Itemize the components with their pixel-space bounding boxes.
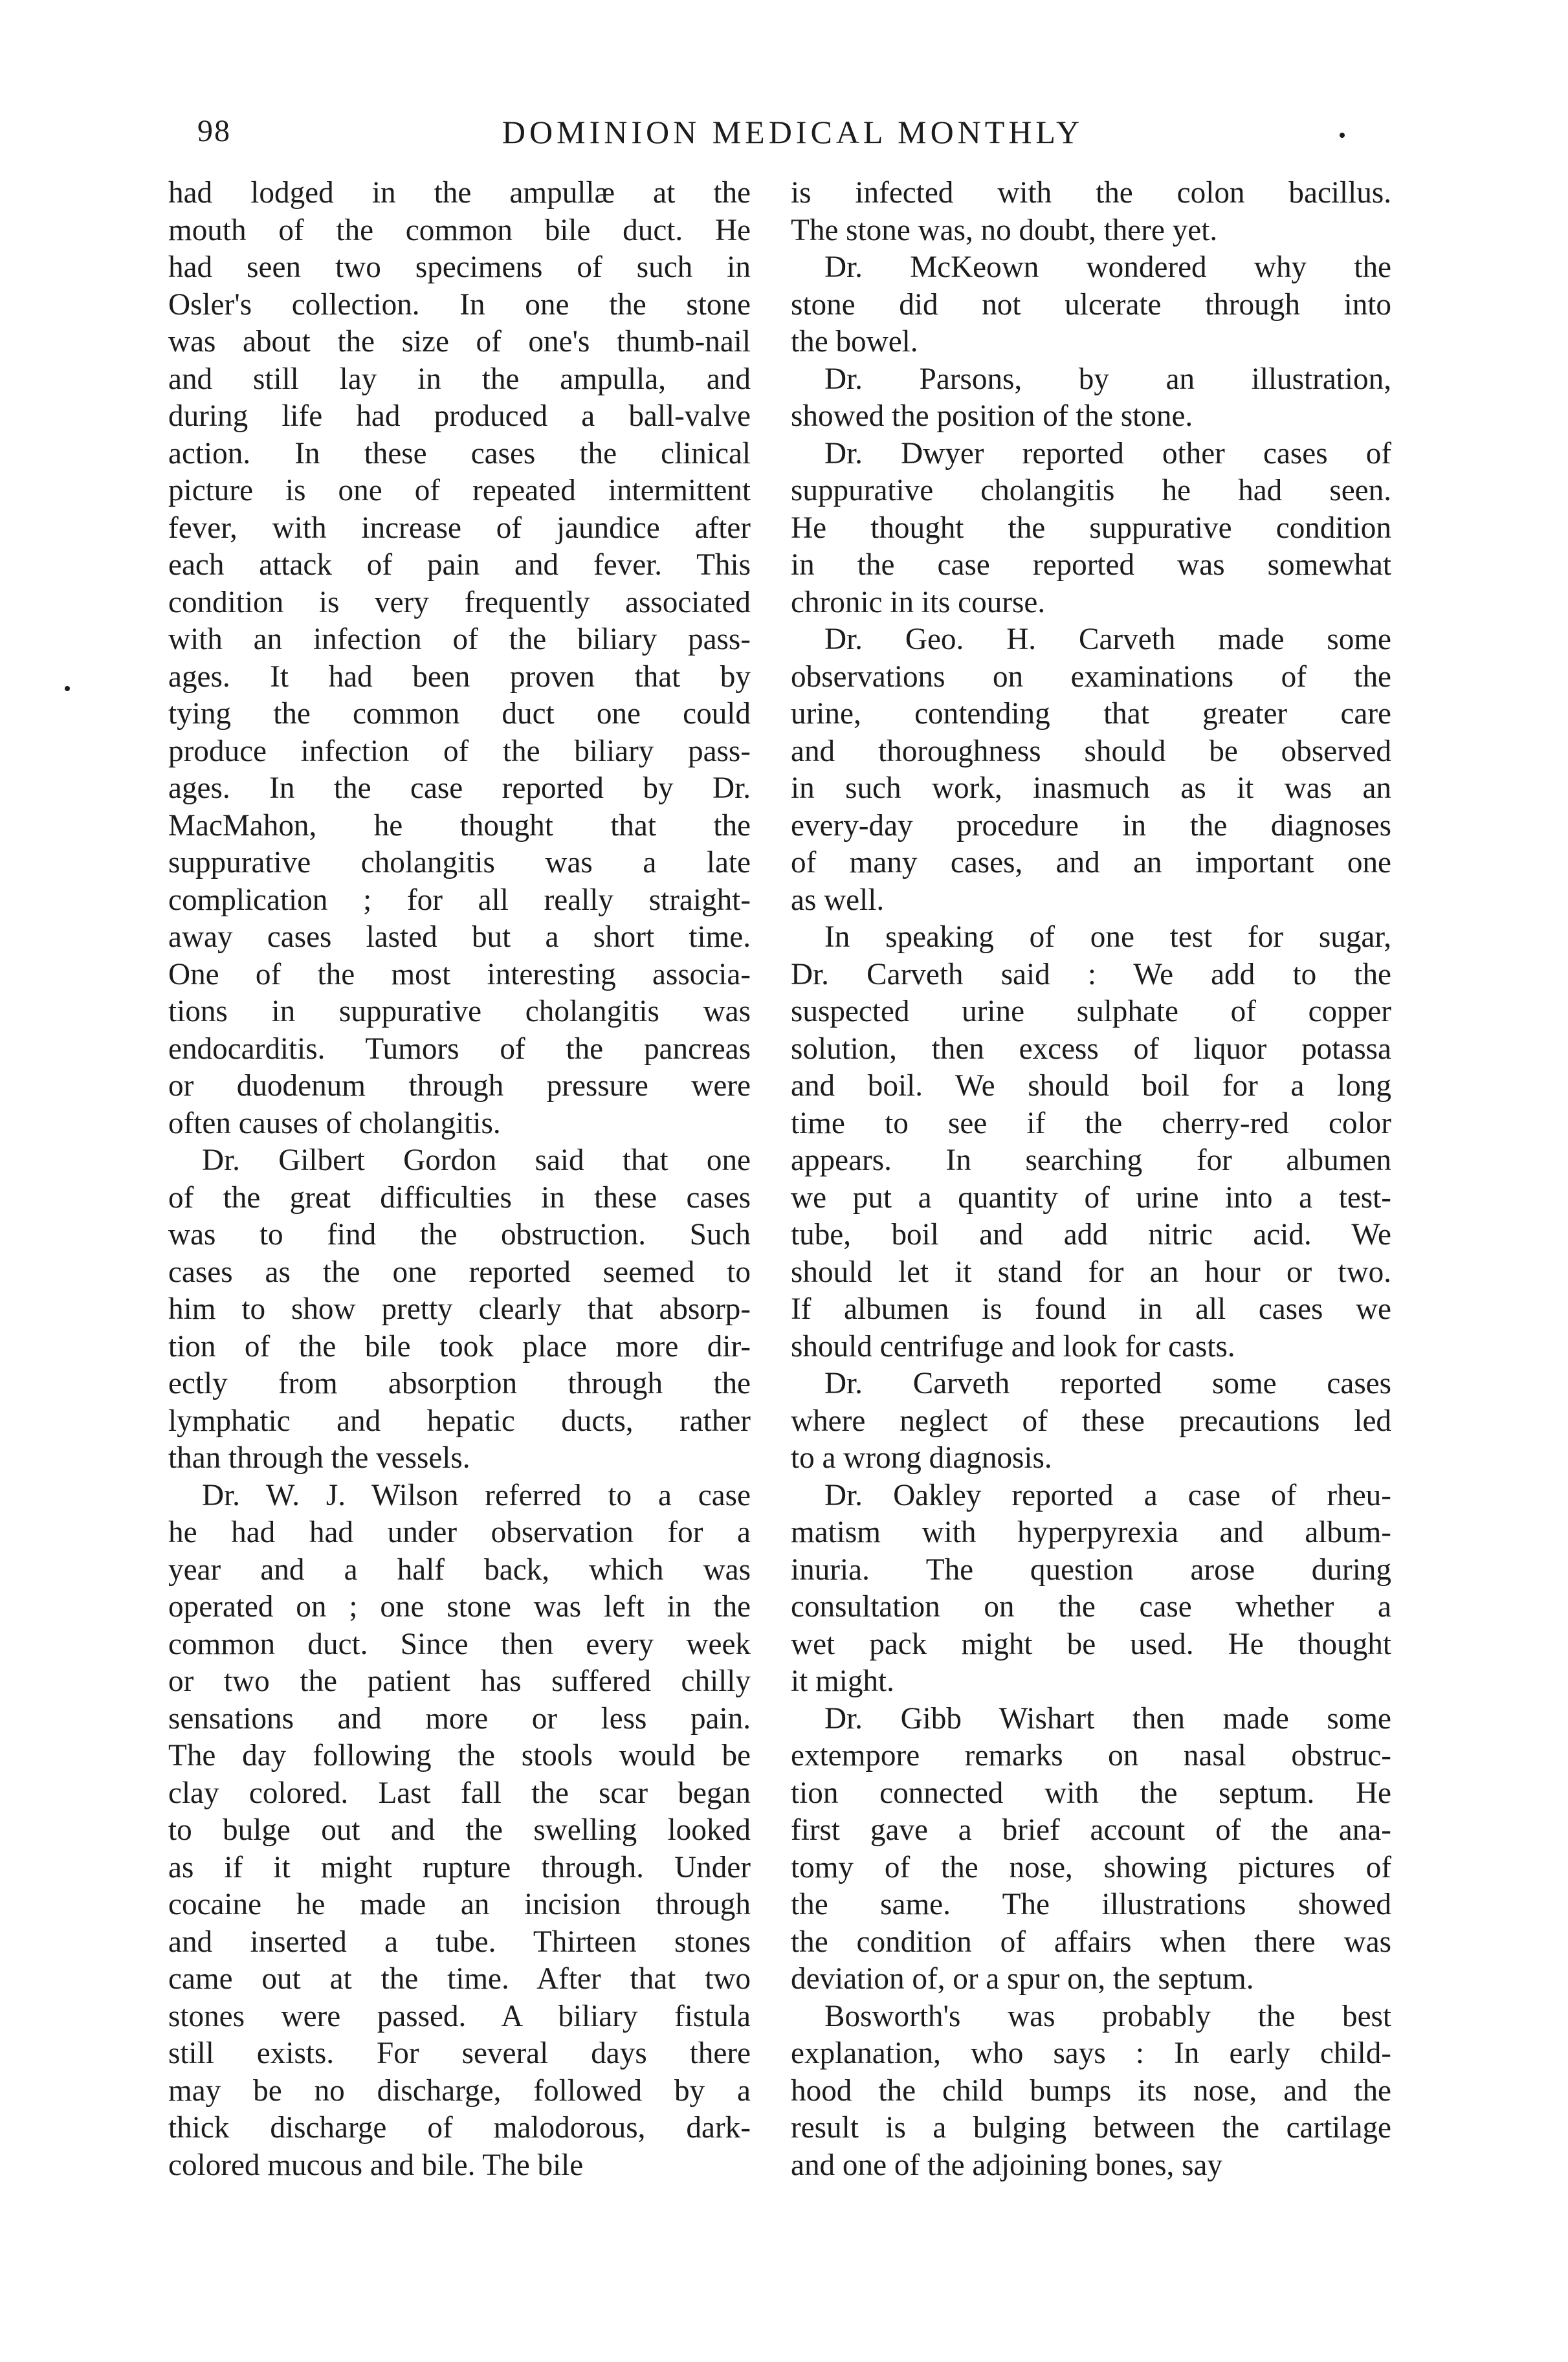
page-number: 98 (197, 114, 231, 148)
text-line: away cases lasted but a short time. (168, 920, 751, 954)
text-line: we put a quantity of urine into a test- (791, 1180, 1391, 1215)
text-line: suppurative cholangitis he had seen. (791, 474, 1391, 507)
paragraph (791, 1701, 1391, 1998)
text-line: should let it stand for an hour or two. (791, 1255, 1391, 1289)
text-line: should centrifuge and look for casts. (791, 1329, 1235, 1363)
text-line: matism with hyperpyrexia and album- (791, 1516, 1391, 1549)
text-line: wet pack might be used. He thought (791, 1627, 1391, 1661)
text-line: Dr. Dwyer reported other cases of (824, 436, 1391, 470)
text-line: picture is one of repeated intermittent (168, 474, 751, 507)
paragraph (791, 175, 1391, 249)
text-line: the condition of affairs when there was (791, 1925, 1391, 1959)
text-line: In speaking of one test for sugar, (824, 920, 1391, 954)
text-line: stone did not ulcerate through into (791, 287, 1391, 322)
text-line: condition is very frequently associated (168, 585, 751, 619)
text-line: hood the child bumps its nose, and the (791, 2073, 1391, 2108)
text-line: was to find the obstruction. Such (168, 1218, 751, 1252)
text-line: colored mucous and bile. The bile (168, 2148, 584, 2182)
left-column (168, 175, 751, 2184)
text-line: the same. The illustrations showed (791, 1888, 1391, 1921)
text-line: was about the size of one's thumb-nail (168, 325, 751, 359)
text-line: and one of the adjoining bones, say (791, 2148, 1223, 2182)
text-line: the bowel. (791, 325, 918, 359)
text-line: as well. (791, 883, 885, 917)
text-line: Dr. Oakley reported a case of rheu- (824, 1478, 1391, 1512)
text-line: to a wrong diagnosis. (791, 1441, 1052, 1475)
text-line: chronic in its course. (791, 585, 1046, 619)
text-line: ectly from absorption through the (168, 1367, 751, 1400)
text-line: thick discharge of malodorous, dark- (168, 2111, 751, 2145)
paragraph (168, 1142, 751, 1477)
text-line: showed the position of the stone. (791, 399, 1193, 433)
text-line: it might. (791, 1664, 894, 1698)
text-line: result is a bulging between the cartilage (791, 2111, 1391, 2145)
text-line: appears. In searching for albumen (791, 1143, 1391, 1177)
text-line: first gave a brief account of the ana- (791, 1813, 1391, 1847)
text-line: or two the patient has suffered chilly (168, 1664, 751, 1698)
text-line: to bulge out and the swelling looked (168, 1813, 751, 1847)
text-line: every-day procedure in the diagnoses (791, 808, 1391, 843)
text-line: Dr. Parsons, by an illustration, (824, 362, 1391, 396)
text-line: action. In these cases the clinical (168, 436, 751, 470)
text-line: mouth of the common bile duct. He (168, 213, 751, 247)
text-line: One of the most interesting associa- (168, 957, 751, 991)
text-line: and thoroughness should be observed (791, 734, 1391, 768)
text-line: often causes of cholangitis. (168, 1106, 501, 1140)
text-line: produce infection of the biliary pass- (168, 734, 751, 768)
text-line: tube, boil and add nitric acid. We (791, 1218, 1391, 1252)
text-line: came out at the time. After that two (168, 1962, 751, 1996)
text-line: suppurative cholangitis was a late (168, 846, 751, 879)
text-line: observations on examinations of the (791, 659, 1391, 694)
text-line: as if it might rupture through. Under (168, 1850, 751, 1884)
text-line: still exists. For several days there (168, 2036, 751, 2070)
text-line: Dr. McKeown wondered why the (824, 250, 1391, 284)
text-line: Bosworth's was probably the best (824, 1999, 1391, 2033)
text-line: operated on ; one stone was left in the (168, 1590, 751, 1624)
text-line: and inserted a tube. Thirteen stones (168, 1925, 751, 1959)
print-speck (65, 686, 70, 691)
running-title: DOMINION MEDICAL MONTHLY (502, 114, 1084, 150)
text-line: solution, then excess of liquor potassa (791, 1032, 1391, 1066)
text-line: tion of the bile took place more dir- (168, 1329, 751, 1363)
text-line: ages. In the case reported by Dr. (168, 771, 751, 805)
text-line: The stone was, no doubt, there yet. (791, 213, 1218, 247)
text-line: is infected with the colon bacillus. (791, 176, 1391, 210)
text-line: tying the common duct one could (168, 697, 751, 731)
text-line: endocarditis. Tumors of the pancreas (168, 1032, 751, 1066)
text-line: Dr. Gibb Wishart then made some (824, 1701, 1391, 1736)
text-line: Dr. W. J. Wilson referred to a case (202, 1478, 751, 1512)
text-line: complication ; for all really straight- (168, 883, 751, 917)
text-line: fever, with increase of jaundice after (168, 511, 751, 545)
text-line: and boil. We should boil for a long (791, 1069, 1391, 1103)
text-line: ages. It had been proven that by (168, 659, 751, 694)
paragraph (791, 1998, 1391, 2185)
text-line: MacMahon, he thought that the (168, 808, 751, 843)
text-line: lymphatic and hepatic ducts, rather (168, 1404, 751, 1438)
text-line: where neglect of these precautions led (791, 1404, 1391, 1438)
right-column (791, 175, 1391, 2184)
text-line: of the great difficulties in these cases (168, 1180, 751, 1215)
text-line: time to see if the cherry-red color (791, 1106, 1391, 1140)
text-line: He thought the suppurative condition (791, 511, 1391, 545)
text-line: of many cases, and an important one (791, 846, 1391, 879)
text-line: had seen two specimens of such in (168, 250, 751, 284)
text-line: and still lay in the ampulla, and (168, 362, 751, 396)
text-line: cocaine he made an incision through (168, 1888, 751, 1921)
text-line: in the case reported was somewhat (791, 548, 1391, 582)
text-line: tomy of the nose, showing pictures of (791, 1850, 1391, 1884)
text-line: inuria. The question arose during (791, 1552, 1391, 1587)
paragraph (791, 1477, 1391, 1701)
text-line: sensations and more or less pain. (168, 1701, 751, 1736)
text-line: deviation of, or a spur on, the septum. (791, 1962, 1254, 1996)
text-line: during life had produced a ball-valve (168, 399, 751, 433)
text-line: each attack of pain and fever. This (168, 548, 751, 582)
page-header (197, 113, 1388, 165)
text-line: The day following the stools would be (168, 1739, 751, 1772)
text-line: Dr. Carveth said : We add to the (791, 957, 1391, 991)
print-speck (1340, 133, 1345, 138)
text-line: tion connected with the septum. He (791, 1776, 1391, 1810)
paragraph (791, 919, 1391, 1365)
text-line: suspected urine sulphate of copper (791, 995, 1391, 1028)
paragraph (791, 436, 1391, 622)
text-line: clay colored. Last fall the scar began (168, 1776, 751, 1810)
text-line: with an infection of the biliary pass- (168, 623, 751, 656)
text-line: tions in suppurative cholangitis was (168, 995, 751, 1028)
paragraph (791, 621, 1391, 919)
paragraph (168, 175, 751, 1142)
text-line: in such work, inasmuch as it was an (791, 771, 1391, 805)
text-line: Dr. Carveth reported some cases (824, 1367, 1391, 1400)
text-line: than through the vessels. (168, 1441, 470, 1475)
text-line: Osler's collection. In one the stone (168, 287, 751, 322)
paragraph (168, 1477, 751, 2185)
text-line: If albumen is found in all cases we (791, 1292, 1391, 1326)
text-line: he had had under observation for a (168, 1516, 751, 1549)
text-line: extempore remarks on nasal obstruc- (791, 1739, 1391, 1772)
text-line: Dr. Gilbert Gordon said that one (202, 1143, 751, 1177)
paragraph (791, 249, 1391, 361)
text-line: consultation on the case whether a (791, 1590, 1391, 1624)
text-line: explanation, who says : In early child- (791, 2036, 1391, 2070)
paragraph (791, 1365, 1391, 1477)
text-line: had lodged in the ampullæ at the (168, 176, 751, 210)
text-line: year and a half back, which was (168, 1552, 751, 1587)
text-line: common duct. Since then every week (168, 1627, 751, 1661)
text-line: cases as the one reported seemed to (168, 1255, 751, 1289)
text-line: may be no discharge, followed by a (168, 2073, 751, 2108)
text-line: Dr. Geo. H. Carveth made some (824, 623, 1391, 656)
text-line: or duodenum through pressure were (168, 1069, 751, 1103)
text-line: urine, contending that greater care (791, 697, 1391, 731)
text-line: him to show pretty clearly that absorp- (168, 1292, 751, 1326)
text-line: stones were passed. A biliary fistula (168, 1999, 751, 2033)
paragraph (791, 361, 1391, 436)
